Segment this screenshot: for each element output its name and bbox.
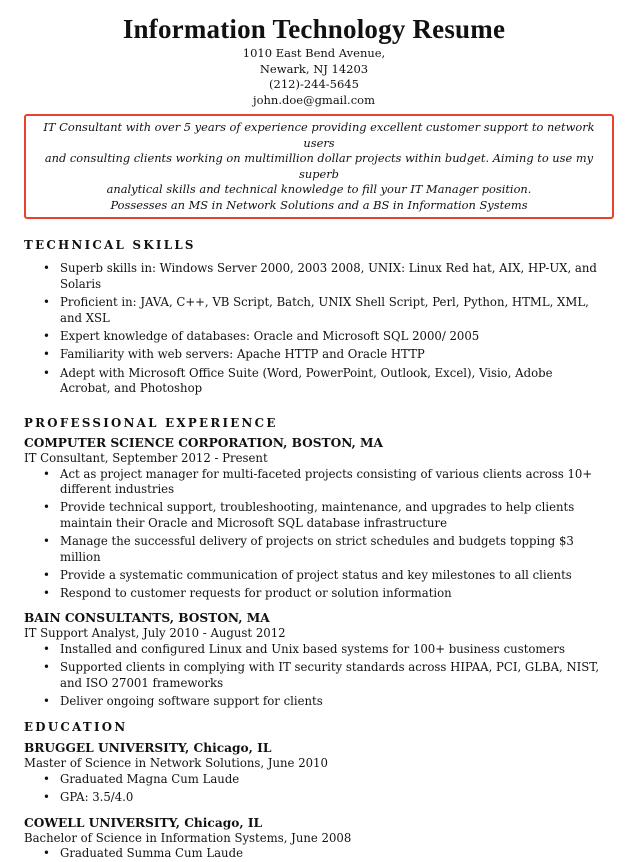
bullet-icon: • <box>43 295 50 310</box>
email-address: john.doe@gmail.com <box>253 92 375 107</box>
list-item-text: Superb skills in: Windows Server 2000, 2003 2008, UNIX: Linux Red hat, AIX, HP-UX, and Solaris <box>60 261 597 292</box>
school-entry <box>24 815 604 862</box>
bullet-icon: • <box>43 365 50 380</box>
bullet-icon: • <box>43 693 50 708</box>
bullet-icon: • <box>43 568 50 583</box>
list-item <box>24 694 604 710</box>
list-item <box>24 534 604 565</box>
list-item <box>24 500 604 531</box>
list-item <box>24 347 604 363</box>
summary-line-4: Possesses an MS in Network Solutions and a BS in Information Systems <box>110 197 528 212</box>
list-item-text: Provide technical support, troubleshooting, maintenance, and upgrades to help clients maintain their Oracle and Microsoft SQL database infrastructure <box>60 500 575 531</box>
school-honors-list <box>24 846 604 862</box>
list-item-text: Graduated Magna Cum Laude <box>60 771 240 786</box>
summary-highlight-box <box>24 114 614 219</box>
school-honors-list <box>24 772 604 806</box>
job-duties-list <box>24 467 604 603</box>
job-entry <box>24 610 604 709</box>
summary-line-2: and consulting clients working on multimillion dollar projects within budget. Aiming to use my superb <box>44 151 594 181</box>
phone-number: (212)-244-5645 <box>269 77 359 92</box>
list-item-text: Adept with Microsoft Office Suite (Word, PowerPoint, Outlook, Excel), Visio, Adobe Acrobat, and Photoshop <box>60 365 553 396</box>
technical-skills-section <box>24 238 604 397</box>
degree: Bachelor of Science in Information Systems, June 2008 <box>24 830 352 845</box>
list-item <box>24 467 604 498</box>
bullet-icon: • <box>43 846 50 861</box>
list-item-text: Familiarity with web servers: Apache HTTP and Oracle HTTP <box>60 347 425 362</box>
degree: Master of Science in Network Solutions, June 2010 <box>24 756 328 771</box>
list-item-text: Provide a systematic communication of project status and key milestones to all clients <box>60 568 572 583</box>
list-item <box>24 261 604 292</box>
education-heading: EDUCATION <box>24 720 128 735</box>
education-section <box>24 720 604 862</box>
list-item <box>24 366 604 397</box>
bullet-icon: • <box>43 641 50 656</box>
bullet-icon: • <box>43 329 50 344</box>
contact-block <box>24 46 604 108</box>
technical-skills-list <box>24 261 604 397</box>
bullet-icon: • <box>43 790 50 805</box>
list-item <box>24 568 604 584</box>
technical-skills-heading: TECHNICAL SKILLS <box>24 238 196 253</box>
school-name: COWELL UNIVERSITY, Chicago, IL <box>24 815 263 830</box>
address-line-1: 1010 East Bend Avenue, <box>242 46 386 60</box>
list-item <box>24 660 604 691</box>
list-item <box>24 642 604 658</box>
bullet-icon: • <box>43 261 50 276</box>
list-item-text: Respond to customer requests for product or solution information <box>60 586 452 601</box>
list-item <box>24 329 604 345</box>
bullet-icon: • <box>43 534 50 549</box>
list-item <box>24 790 604 806</box>
list-item-text: Proficient in: JAVA, C++, VB Script, Batch, UNIX Shell Script, Perl, Python, HTML, XML, and XSL <box>60 295 589 325</box>
list-item-text: Expert knowledge of databases: Oracle and Microsoft SQL 2000/ 2005 <box>60 329 480 344</box>
resume-title: Information Technology Resume <box>122 14 506 44</box>
summary-line-3: analytical skills and technical knowledge to fill your IT Manager position. <box>106 182 532 197</box>
bullet-icon: • <box>43 771 50 786</box>
professional-experience-heading: PROFESSIONAL EXPERIENCE <box>24 416 278 430</box>
bullet-icon: • <box>43 466 50 481</box>
job-title: IT Consultant, September 2012 - Present <box>24 451 268 465</box>
list-item-text: Deliver ongoing software support for clients <box>60 693 323 708</box>
bullet-icon: • <box>43 659 50 674</box>
school-entry <box>24 740 604 805</box>
list-item-text: Manage the successful delivery of projects on strict schedules and budgets topping $3 million <box>60 534 574 565</box>
company-name: COMPUTER SCIENCE CORPORATION, BOSTON, MA <box>24 436 383 450</box>
list-item-text: Act as project manager for multi-faceted projects consisting of various clients across 10+ different industries <box>60 466 593 497</box>
list-item <box>24 295 604 326</box>
bullet-icon: • <box>43 347 50 362</box>
list-item <box>24 846 604 862</box>
summary-line-1: IT Consultant with over 5 years of experience providing excellent customer support to network users <box>43 120 595 150</box>
address-line-2: Newark, NJ 14203 <box>259 61 369 76</box>
school-name: BRUGGEL UNIVERSITY, Chicago, IL <box>24 741 272 756</box>
list-item-text: Installed and configured Linux and Unix based systems for 100+ business customers <box>60 641 566 656</box>
job-entry <box>24 435 604 602</box>
list-item-text: Graduated Summa Cum Laude <box>60 846 243 861</box>
bullet-icon: • <box>43 500 50 515</box>
job-duties-list <box>24 642 604 710</box>
list-item-text: Supported clients in complying with IT security standards across HIPAA, PCI, GLBA, NIST, and ISO 27001 frameworks <box>60 659 600 690</box>
list-item <box>24 772 604 788</box>
bullet-icon: • <box>43 586 50 601</box>
list-item-text: GPA: 3.5/4.0 <box>60 790 134 805</box>
job-title: IT Support Analyst, July 2010 - August 2012 <box>24 626 286 641</box>
professional-experience-section <box>24 416 604 709</box>
list-item <box>24 586 604 602</box>
company-name: BAIN CONSULTANTS, BOSTON, MA <box>24 611 270 626</box>
